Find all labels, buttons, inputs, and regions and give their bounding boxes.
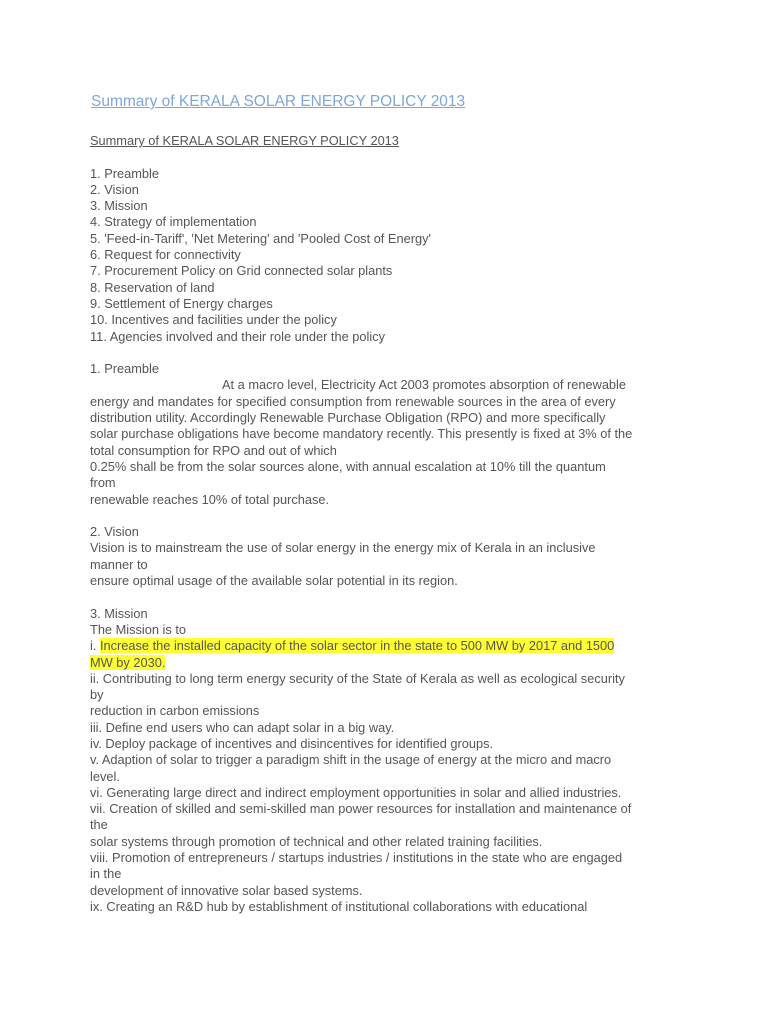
section-mission [90,606,682,916]
paragraph-line: viii. Promotion of entrepreneurs / startups industries / institutions in the state who are engaged [90,850,623,866]
paragraph-line: solar systems through promotion of technical and other related training facilities. [90,833,543,849]
paragraph-line: level. [90,768,120,784]
paragraph-line: The Mission is to [90,621,187,637]
toc-item: 5. 'Feed-in-Tariff', 'Net Metering' and 'Pooled Cost of Energy' [90,230,431,246]
toc-item: 7. Procurement Policy on Grid connected solar plants [90,263,393,279]
paragraph-line: development of innovative solar based systems. [90,882,363,898]
table-of-contents [90,166,682,345]
paragraph-line: from [90,475,116,491]
paragraph-line: the [90,817,108,833]
paragraph-line: solar purchase obligations have become mandatory recently. This presently is fixed at 3% of the [90,426,633,442]
toc-item: 6. Request for connectivity [90,247,241,263]
paragraph-line: Vision is to mainstream the use of solar energy in the energy mix of Kerala in an inclusive [90,540,596,556]
paragraph-line: iv. Deploy package of incentives and disincentives for identified groups. [90,735,494,751]
paragraph-line: distribution utility. Accordingly Renewable Purchase Obligation (RPO) and more specifically [90,410,606,426]
section-heading: 2. Vision [90,524,139,540]
paragraph-line: total consumption for RPO and out of which [90,442,337,458]
highlighted-text: Increase the installed capacity of the solar sector in the state to 500 MW by 2017 and 1500 [99,638,615,654]
paragraph-line: renewable reaches 10% of total purchase. [90,491,330,507]
paragraph-line: vii. Creation of skilled and semi-skilled man power resources for installation and maintenance of [90,801,632,817]
paragraph-line: 0.25% shall be from the solar sources alone, with annual escalation at 10% till the quantum [90,458,606,474]
mission-item-highlighted-cont [90,655,682,671]
toc-item: 11. Agencies involved and their role under the policy [90,328,385,344]
item-prefix: i. [90,638,100,654]
toc-item: 1. Preamble [90,165,159,181]
toc-item: 2. Vision [90,181,139,197]
section-heading: 3. Mission [90,605,148,621]
toc-item: 4. Strategy of implementation [90,214,257,230]
paragraph-line: in the [90,866,122,882]
toc-item: 3. Mission [90,198,148,214]
paragraph-line: v. Adaption of solar to trigger a paradigm shift in the usage of energy at the micro and macro [90,752,612,768]
paragraph-line: ensure optimal usage of the available solar potential in its region. [90,573,458,589]
paragraph-line: ix. Creating an R&D hub by establishment of institutional collaborations with educational [90,898,588,914]
document-subtitle: Summary of KERALA SOLAR ENERGY POLICY 2013 [90,133,399,148]
section-heading: 1. Preamble [90,361,159,377]
toc-item: 8. Reservation of land [90,279,215,295]
document-title-link[interactable]: Summary of KERALA SOLAR ENERGY POLICY 2013 [91,93,466,110]
section-preamble [90,361,682,508]
mission-item-highlighted [90,638,682,654]
paragraph-line: ii. Contributing to long term energy security of the State of Kerala as well as ecological security [90,670,625,686]
paragraph-line: energy and mandates for specified consumption from renewable sources in the area of every [90,393,616,409]
paragraph-line: manner to [90,556,148,572]
paragraph-line: iii. Define end users who can adapt solar in a big way. [90,719,395,735]
toc-item: 10. Incentives and facilities under the policy [90,312,337,328]
highlighted-text: MW by 2030. [90,654,166,670]
paragraph-line: vi. Generating large direct and indirect employment opportunities in solar and allied industries. [90,784,622,800]
section-vision [90,524,682,589]
document-body [90,133,682,915]
paragraph-line: At a macro level, Electricity Act 2003 promotes absorption of renewable [222,377,627,393]
toc-item: 9. Settlement of Energy charges [90,295,273,311]
paragraph-line: by [90,687,104,703]
paragraph-line: reduction in carbon emissions [90,703,260,719]
